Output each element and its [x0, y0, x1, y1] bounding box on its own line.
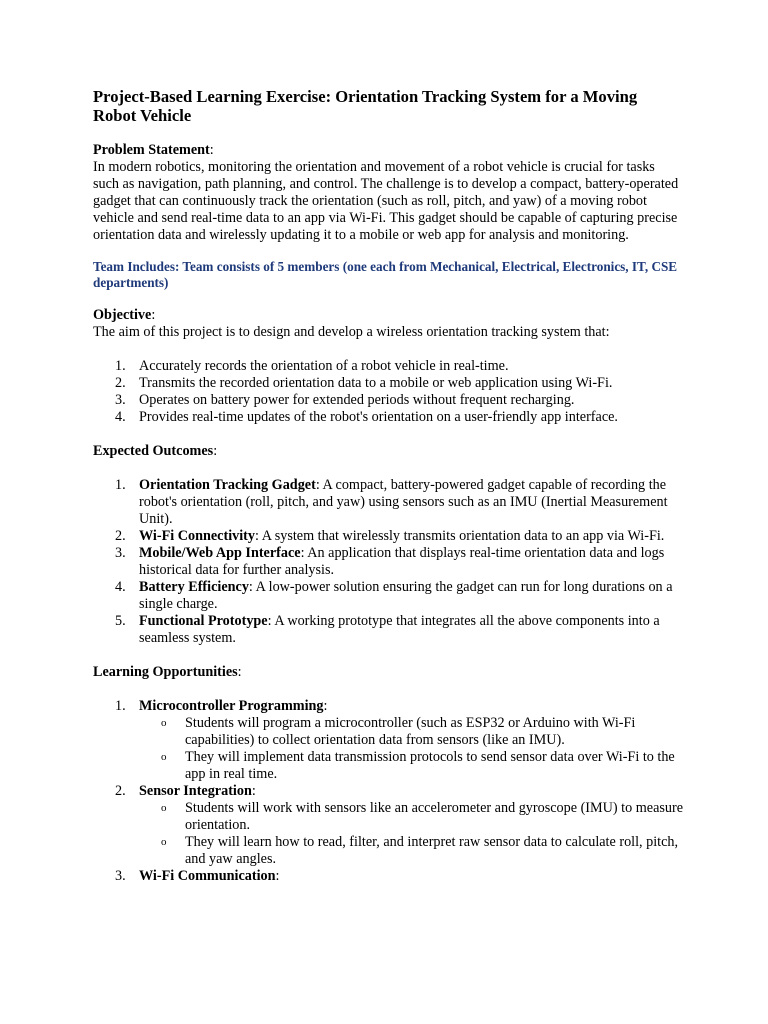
objective-heading: Objective:	[93, 307, 156, 323]
list-item-text: Provides real-time updates of the robot's orientation on a user-friendly app interface.	[139, 409, 618, 425]
list-number: 5.	[115, 613, 126, 629]
list-number: 1.	[115, 358, 126, 374]
learning-list	[93, 698, 683, 885]
objective-heading-text: Objective	[93, 307, 152, 323]
list-item	[93, 375, 683, 392]
outcome-text: : A low-power solution ensuring the gadget can run for long durations on a single charge.	[139, 579, 673, 612]
outcome-term: Functional Prototype	[139, 613, 268, 629]
hollow-bullet-icon: o	[161, 751, 167, 763]
sub-list-item	[139, 749, 683, 783]
learning-sub-list	[139, 715, 683, 783]
list-number: 4.	[115, 409, 126, 425]
learning-term: Wi-Fi Communication	[139, 868, 276, 884]
list-item	[93, 613, 683, 647]
outcome-term: Mobile/Web App Interface	[139, 545, 301, 561]
objective-list	[93, 358, 683, 426]
list-number: 1.	[115, 477, 126, 493]
sub-item-text: They will implement data transmission protocols to send sensor data over Wi-Fi to the app in real time.	[185, 749, 675, 782]
list-item-text: Accurately records the orientation of a robot vehicle in real-time.	[139, 358, 509, 374]
learning-sub-list	[139, 800, 683, 868]
problem-heading-text: Problem Statement	[93, 142, 210, 158]
list-item: 2. Sensor Integration: o Students will work with sensors like an accelerometer and gyroscope (IMU) to measure orientation. o They will learn how to read, filter, and interpret raw sensor data to calculate roll, pitch, and yaw angles.	[115, 783, 683, 867]
team-includes-note: Team Includes: Team consists of 5 members (one each from Mechanical, Electrical, Electronics, IT, CSE departments)	[93, 259, 678, 290]
outcomes-list	[93, 477, 683, 647]
list-number: 3.	[115, 392, 126, 408]
learning-opportunities-section	[93, 664, 683, 885]
outcome-text: : A working prototype that integrates all the above components into a seamless system.	[139, 613, 660, 646]
list-item	[93, 579, 683, 613]
learning-term: Microcontroller Programming	[139, 698, 324, 714]
outcome-term: Orientation Tracking Gadget	[139, 477, 316, 493]
list-number: 2.	[115, 528, 126, 544]
sub-item-text: Students will program a microcontroller (such as ESP32 or Arduino with Wi-Fi capabilities) to collect orientation data from sensors (like an IMU).	[185, 715, 636, 748]
problem-statement-heading: Problem Statement:	[93, 142, 214, 158]
list-item-text: Transmits the recorded orientation data to a mobile or web application using Wi-Fi.	[139, 375, 613, 391]
outcomes-heading-text: Expected Outcomes	[93, 443, 214, 459]
outcome-text: : A compact, battery-powered gadget capable of recording the robot's orientation (roll, pitch, and yaw) using sensors such as an IMU (Inertial Measurement Unit).	[139, 477, 668, 527]
list-item	[93, 528, 683, 545]
problem-statement-text: In modern robotics, monitoring the orientation and movement of a robot vehicle is crucial for tasks such as navigation, path planning, and control. The challenge is to develop a compact, battery-operated gadget that can continuously track the orientation (such as roll, pitch, and yaw) of a moving robot vehicle and send real-time data to an app via Wi-Fi. This gadget should be capable of capturing precise orientation data and wirelessly updating it to a mobile or web app for analysis and monitoring.	[93, 159, 679, 243]
expected-outcomes-section	[93, 443, 683, 647]
list-number: 2.	[115, 783, 126, 799]
learning-term: Sensor Integration	[139, 783, 252, 799]
list-number: 2.	[115, 375, 126, 391]
list-number: 1.	[115, 698, 126, 714]
document-title: Project-Based Learning Exercise: Orientation Tracking System for a Moving Robot Vehicle	[93, 87, 638, 125]
list-item: 1. Microcontroller Programming: o Students will program a microcontroller (such as ESP32 or Arduino with Wi-Fi capabilities) to collect orientation data from sensors (like an IMU). o They will implement data transmission protocols to send sensor data over Wi-Fi to the app in real time.	[93, 698, 683, 783]
list-item	[93, 358, 683, 375]
learning-heading: Learning Opportunities:	[93, 664, 242, 680]
list-number: 3.	[115, 868, 126, 884]
hollow-bullet-icon: o	[161, 717, 167, 729]
sub-item-text: Students will work with sensors like an accelerometer and gyroscope (IMU) to measure orientation.	[185, 800, 683, 833]
problem-statement-section	[93, 142, 683, 244]
outcome-text: : An application that displays real-time orientation data and logs historical data for further analysis.	[139, 545, 665, 578]
list-item	[93, 392, 683, 409]
outcome-term: Battery Efficiency	[139, 579, 249, 595]
list-item	[93, 477, 683, 528]
list-item	[93, 409, 683, 426]
sub-list-item	[139, 834, 683, 868]
objective-intro: The aim of this project is to design and develop a wireless orientation tracking system that:	[93, 324, 610, 340]
list-number: 3.	[115, 545, 126, 561]
list-number: 4.	[115, 579, 126, 595]
sub-list-item	[139, 715, 683, 749]
learning-heading-text: Learning Opportunities	[93, 664, 238, 680]
list-item-text: Operates on battery power for extended periods without frequent recharging.	[139, 392, 575, 408]
outcomes-heading: Expected Outcomes:	[93, 443, 218, 459]
list-item	[93, 545, 683, 579]
hollow-bullet-icon: o	[161, 802, 167, 814]
sub-list-item	[139, 800, 683, 834]
sub-item-text: They will learn how to read, filter, and interpret raw sensor data to calculate roll, pitch, and yaw angles.	[185, 834, 679, 867]
outcome-term: Wi-Fi Connectivity	[139, 528, 255, 544]
hollow-bullet-icon: o	[161, 836, 167, 848]
list-item: 3. Wi-Fi Communication:	[115, 868, 280, 884]
outcome-text: : A system that wirelessly transmits orientation data to an app via Wi-Fi.	[255, 528, 665, 544]
document-page	[93, 87, 683, 902]
objective-section	[93, 307, 683, 426]
